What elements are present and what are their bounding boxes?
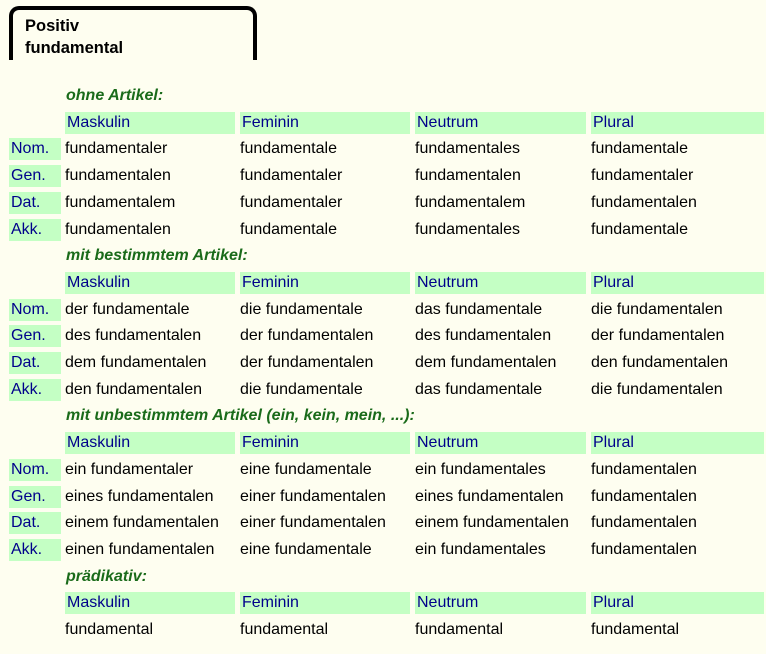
table-cell: dem fundamentalen	[65, 354, 207, 371]
table-row	[0, 619, 766, 643]
table-cell: den fundamentalen	[591, 354, 728, 371]
table-cell: fundamentaler	[240, 167, 343, 185]
case-label: Gen.	[9, 165, 61, 187]
table-cell: die fundamentalen	[591, 300, 723, 318]
table-cell: die fundamentale	[240, 300, 363, 318]
table-cell: eines fundamentalen	[415, 487, 564, 505]
case-label: Nom.	[9, 138, 61, 160]
column-header: Feminin	[240, 112, 410, 134]
table-cell: des fundamentalen	[415, 327, 552, 345]
table-cell: ein fundamentaler	[65, 460, 194, 478]
column-header: Neutrum	[415, 592, 586, 614]
case-label: Dat.	[9, 192, 61, 214]
table-row	[0, 512, 766, 536]
column-header: Maskulin	[65, 432, 235, 454]
table-cell: eine fundamentale	[240, 540, 372, 558]
column-header: Neutrum	[415, 432, 586, 454]
column-header: Plural	[591, 432, 764, 454]
column-header: Neutrum	[415, 112, 586, 134]
table-row	[0, 219, 766, 243]
table-cell: der fundamentalen	[591, 327, 725, 345]
table-cell: fundamentalen	[591, 540, 697, 558]
table-row	[0, 299, 766, 323]
table-cell: fundamental	[65, 621, 154, 638]
column-header: Maskulin	[65, 592, 235, 614]
table-cell: fundamentalen	[591, 487, 697, 505]
table-cell: fundamentalen	[65, 220, 171, 238]
column-header: Plural	[591, 592, 764, 614]
case-label: Gen.	[9, 325, 61, 347]
table-cell: den fundamentalen	[65, 380, 202, 398]
table-row	[0, 539, 766, 563]
section-title: prädikativ:	[66, 567, 147, 585]
table-row	[0, 325, 766, 349]
section-title: mit unbestimmtem Artikel (ein, kein, mein, ...):	[66, 407, 415, 425]
column-header: Plural	[591, 272, 764, 294]
table-cell: das fundamentale	[415, 380, 543, 398]
table-cell: fundamentalen	[415, 167, 521, 185]
table-cell: fundamentaler	[591, 167, 694, 185]
table-cell: das fundamentale	[415, 300, 543, 318]
header-row	[0, 432, 766, 456]
table-row	[0, 165, 766, 189]
table-cell: die fundamentalen	[591, 380, 723, 398]
table-cell: fundamentaler	[65, 140, 168, 158]
table-cell: eines fundamentalen	[65, 487, 214, 505]
table-cell: dem fundamentalen	[415, 354, 557, 371]
column-header: Maskulin	[65, 112, 235, 134]
case-label: Nom.	[9, 299, 61, 321]
case-label: Dat.	[9, 352, 61, 374]
section-title: mit bestimmtem Artikel:	[66, 247, 248, 265]
table-cell: einer fundamentalen	[240, 487, 386, 505]
table-row	[0, 138, 766, 162]
tab-word-label: fundamental	[25, 39, 124, 57]
header-row	[0, 272, 766, 296]
column-header: Feminin	[240, 272, 410, 294]
case-label: Akk.	[9, 539, 61, 561]
table-cell: einen fundamentalen	[65, 540, 215, 558]
column-header: Feminin	[240, 432, 410, 454]
table-row	[0, 379, 766, 403]
table-cell: der fundamentalen	[240, 354, 374, 371]
table-cell: fundamentales	[415, 140, 520, 158]
table-cell: fundamental	[591, 621, 680, 638]
case-label: Dat.	[9, 512, 61, 534]
table-cell: fundamentalem	[65, 193, 176, 211]
table-row	[0, 486, 766, 510]
table-cell: des fundamentalen	[65, 327, 202, 345]
table-cell: fundamentalen	[591, 460, 697, 478]
header-row	[0, 112, 766, 136]
table-cell: fundamentalen	[591, 514, 697, 532]
tab-degree-label: Positiv	[25, 17, 80, 35]
table-cell: einer fundamentalen	[240, 514, 386, 532]
table-cell: einem fundamentalen	[65, 514, 219, 532]
table-cell: fundamentaler	[240, 193, 343, 211]
table-cell: fundamentale	[240, 220, 337, 238]
column-header: Maskulin	[65, 272, 235, 294]
table-cell: fundamentalen	[591, 193, 697, 211]
column-header: Plural	[591, 112, 764, 134]
table-cell: ein fundamentales	[415, 540, 546, 558]
table-cell: ein fundamentales	[415, 460, 546, 478]
table-cell: fundamental	[415, 621, 504, 638]
table-cell: die fundamentale	[240, 380, 363, 398]
case-label: Nom.	[9, 459, 61, 481]
table-cell: der fundamentale	[65, 300, 190, 318]
case-label: Akk.	[9, 219, 61, 241]
table-cell: fundamentale	[591, 140, 688, 158]
case-label: Akk.	[9, 379, 61, 401]
adjective-tab[interactable]	[9, 6, 257, 60]
case-label: Gen.	[9, 486, 61, 508]
table-row	[0, 192, 766, 216]
table-cell: fundamentales	[415, 220, 520, 238]
table-cell: fundamentale	[240, 140, 337, 158]
table-cell: einem fundamentalen	[415, 514, 569, 532]
table-cell: fundamental	[240, 621, 329, 638]
table-cell: fundamentalen	[65, 167, 171, 185]
table-cell: fundamentalem	[415, 193, 526, 211]
column-header: Neutrum	[415, 272, 586, 294]
table-row	[0, 459, 766, 483]
column-header: Feminin	[240, 592, 410, 614]
table-cell: der fundamentalen	[240, 327, 374, 345]
table-cell: eine fundamentale	[240, 460, 372, 478]
header-row	[0, 592, 766, 616]
table-row	[0, 352, 766, 376]
section-title: ohne Artikel:	[66, 87, 164, 104]
table-cell: fundamentale	[591, 220, 688, 238]
